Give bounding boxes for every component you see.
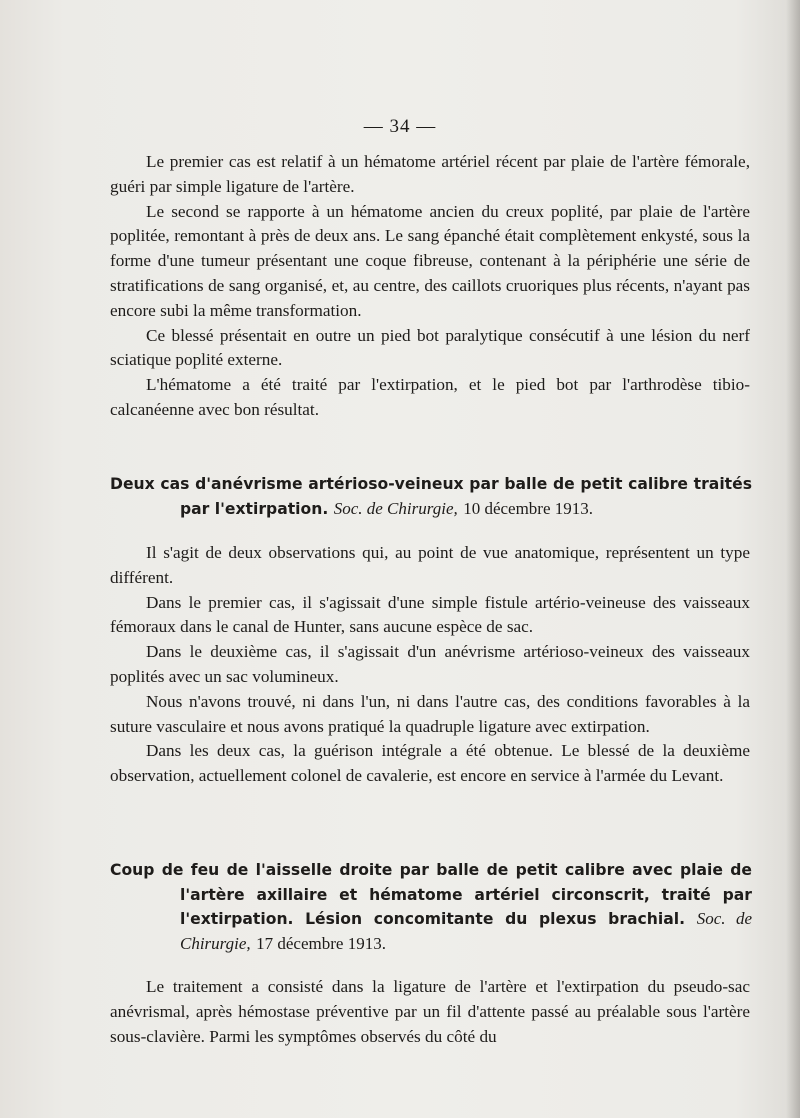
page-edge-shadow (786, 0, 800, 1118)
article-heading-1 (110, 472, 752, 521)
paragraph: Nous n'avons trouvé, ni dans l'un, ni dans l'autre cas, des conditions favorables à la suture vasculaire et nous avons pratiqué la quadruple ligature avec extirpation. (110, 691, 750, 736)
heading-date: 17 décembre 1913. (256, 933, 386, 953)
paragraph: Ce blessé présentait en outre un pied bot paralytique consécutif à une lésion du nerf sciatique poplité externe. (110, 325, 750, 370)
paragraph: Le premier cas est relatif à un hématome artériel récent par plaie de l'artère fémorale, guéri par simple ligature de l'artère. (110, 152, 750, 196)
article-heading-2 (110, 858, 752, 956)
paragraph: Dans le premier cas, il s'agissait d'une simple fistule artério-veineuse des vaisseaux fémoraux dans le canal de Hunter, sans aucune espèce de sac. (110, 592, 750, 637)
section-1-text (110, 150, 750, 423)
paragraph: Dans les deux cas, la guérison intégrale a été obtenue. Le blessé de la deuxième observation, actuellement colonel de cavalerie, est encore en service à l'armée du Levant. (110, 741, 750, 786)
section-2-text (110, 541, 750, 789)
heading-title: Coup de feu de l'aisselle droite par balle de petit calibre avec plaie de l'artère axillaire et hématome artériel circonscrit, traité par l'extirpation. Lésion concomitante du plexus brachial. (110, 861, 752, 928)
paragraph: Le traitement a consisté dans la ligature de l'artère et l'extirpation du pseudo-sac anévrismal, après hémostase préventive par un fil d'attente passé au préalable sous l'artère sous-clavière. Parmi les symptômes observés du côté du (110, 977, 750, 1046)
heading-title: Deux cas d'anévrisme artérioso-veineux par balle de petit calibre traités par l'extirpation. (110, 475, 752, 518)
paragraph: L'hématome a été traité par l'extirpation, et le pied bot par l'arthrodèse tibio-calcanéenne avec bon résultat. (110, 375, 750, 419)
section-3-text (110, 975, 750, 1049)
page-number: — 34 — (363, 116, 437, 137)
paragraph: Le second se rapporte à un hématome ancien du creux poplité, par plaie de l'artère poplitée, remontant à près de deux ans. Le sang épanché était complètement enkysté, sous la forme d'une tumeur présentant une coque fibreuse, contenant à la périphérie une série de stratifications de sang organisé, et, au centre, des caillots cruoriques plus récents, n'ayant pas encore subi la même transformation. (110, 201, 750, 320)
heading-date: 10 décembre 1913. (463, 498, 594, 518)
paragraph: Il s'agit de deux observations qui, au point de vue anatomique, représentent un type différent. (110, 543, 750, 587)
heading-source: Soc. de Chirurgie, (180, 909, 752, 953)
heading-source: Soc. de Chirurgie, (333, 498, 458, 518)
paragraph: Dans le deuxième cas, il s'agissait d'un anévrisme artérioso-veineux des vaisseaux poplités avec un sac volumineux. (110, 642, 750, 686)
